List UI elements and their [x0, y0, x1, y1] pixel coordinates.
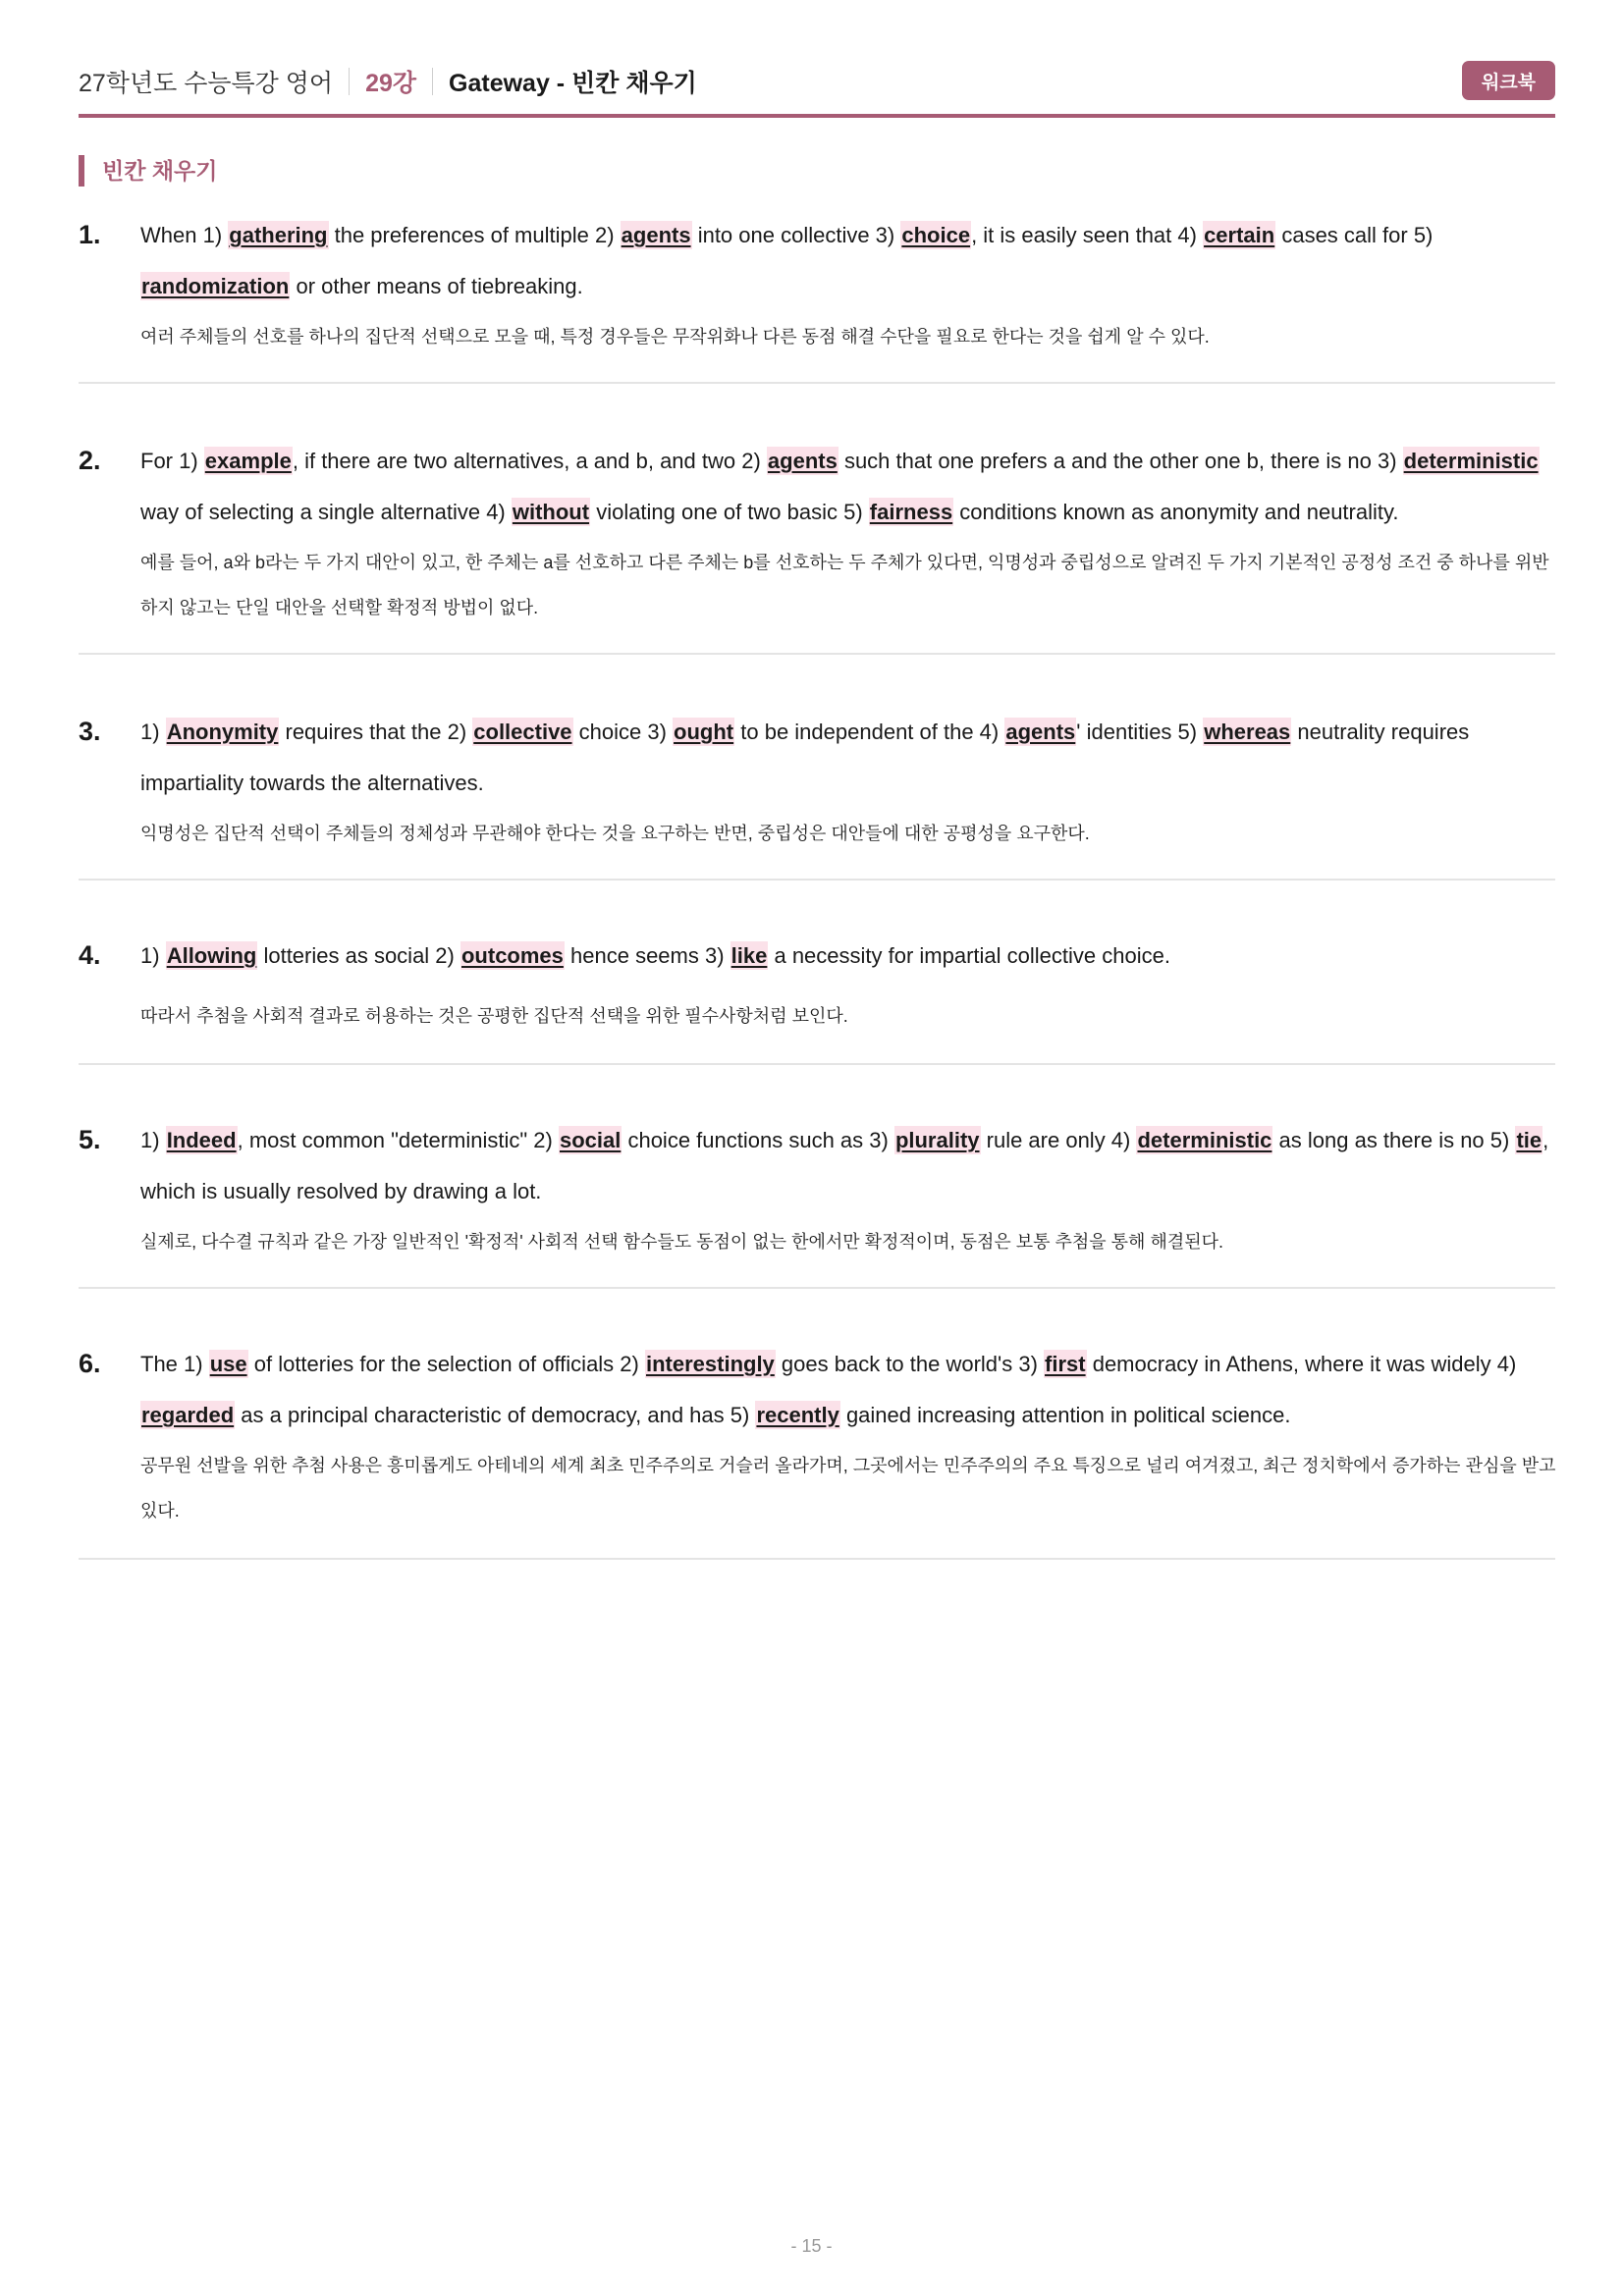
- item-number: 1.: [79, 220, 101, 249]
- sentence-text: conditions known as anonymity and neutrality.: [953, 500, 1399, 524]
- lesson-title: Gateway - 빈칸 채우기: [449, 70, 697, 97]
- answer-blank: randomization: [141, 274, 290, 298]
- exercise-item: [79, 210, 1555, 384]
- sentence-text: cases call for 5): [1275, 223, 1434, 247]
- book-title: 27학년도 수능특강 영어: [79, 70, 334, 97]
- exercise-item: [79, 436, 1555, 655]
- answer-blank: agents: [767, 449, 838, 473]
- sentence-text: For 1): [140, 449, 204, 473]
- sentence-text: requires that the 2): [279, 720, 473, 744]
- sentence-text: democracy in Athens, where it was widely 4): [1086, 1352, 1517, 1376]
- english-sentence: [140, 436, 1559, 538]
- english-sentence: [140, 1115, 1559, 1217]
- answer-blank: Anonymity: [166, 720, 279, 744]
- header-breadcrumb: [79, 64, 697, 99]
- sentence-text: violating one of two basic 5): [590, 500, 869, 524]
- english-sentence: [140, 210, 1559, 312]
- sentence-text: as long as there is no 5): [1272, 1128, 1516, 1152]
- exercise-item: [79, 1339, 1555, 1560]
- header-divider: [432, 68, 433, 95]
- sentence-text: goes back to the world's 3): [775, 1352, 1045, 1376]
- sentence-text: lotteries as social 2): [257, 943, 460, 968]
- answer-blank: first: [1045, 1352, 1086, 1376]
- answer-blank: choice: [901, 223, 971, 247]
- exercise-item: [79, 931, 1555, 1065]
- sentence-text: gained increasing attention in political science.: [839, 1403, 1291, 1427]
- sentence-text: , most common "deterministic" 2): [237, 1128, 559, 1152]
- answer-blank: Indeed: [166, 1128, 237, 1152]
- korean-translation: 실제로, 다수결 규칙과 같은 가장 일반적인 '확정적' 사회적 선택 함수들도 동점이 없는 한에서만 확정적이며, 동점은 보통 추첨을 통해 해결된다.: [140, 1232, 1224, 1252]
- answer-blank: whereas: [1204, 720, 1291, 744]
- sentence-text: The 1): [140, 1352, 209, 1376]
- sentence-text: as a principal characteristic of democracy, and has 5): [235, 1403, 756, 1427]
- sentence-text: to be independent of the 4): [734, 720, 1005, 744]
- korean-translation: 익명성은 집단적 선택이 주체들의 정체성과 무관해야 한다는 것을 요구하는 반면, 중립성은 대안들에 대한 공평성을 요구한다.: [140, 824, 1090, 843]
- sentence-text: 1): [140, 1128, 166, 1152]
- answer-blank: without: [512, 500, 590, 524]
- sentence-text: , it is easily seen that 4): [971, 223, 1204, 247]
- header-divider: [349, 68, 350, 95]
- korean-translation: 예를 들어, a와 b라는 두 가지 대안이 있고, 한 주체는 a를 선호하고 다른 주체는 b를 선호하는 두 주체가 있다면, 익명성과 중립성으로 알려진 두 가지 기본적인 공정성 조건 중 하나를 위반하지 않고는 단일 대안을 선택할 확정적 방법이 없다.: [140, 553, 1549, 617]
- sentence-text: ' identities 5): [1076, 720, 1204, 744]
- answer-blank: certain: [1204, 223, 1275, 247]
- answer-blank: collective: [473, 720, 572, 744]
- english-sentence: [140, 1339, 1559, 1441]
- sentence-text: 1): [140, 943, 166, 968]
- section-title: 빈칸 채우기: [79, 155, 217, 187]
- sentence-text: of lotteries for the selection of officials 2): [247, 1352, 645, 1376]
- answer-blank: outcomes: [460, 943, 564, 968]
- item-number: 6.: [79, 1349, 101, 1378]
- answer-blank: agents: [621, 223, 691, 247]
- sentence-text: neutrality requires impartiality towards the alternatives.: [140, 720, 1470, 795]
- workbook-badge: 워크북: [1462, 61, 1555, 100]
- sentence-text: way of selecting a single alternative 4): [140, 500, 512, 524]
- korean-translation: 공무원 선발을 위한 추첨 사용은 흥미롭게도 아테네의 세계 최초 민주주의로 거슬러 올라가며, 그곳에서는 민주주의의 주요 특징으로 널리 여겨졌고, 최근 정치학에서 증가하는 관심을 받고 있다.: [140, 1456, 1556, 1521]
- answer-blank: ought: [674, 720, 734, 744]
- sentence-text: such that one prefers a and the other one b, there is no 3): [838, 449, 1403, 473]
- answer-blank: social: [559, 1128, 622, 1152]
- sentence-text: a necessity for impartial collective choice.: [768, 943, 1170, 968]
- sentence-text: into one collective 3): [691, 223, 901, 247]
- answer-blank: like: [730, 943, 768, 968]
- answer-blank: fairness: [869, 500, 953, 524]
- answer-blank: Allowing: [166, 943, 257, 968]
- answer-blank: interestingly: [645, 1352, 775, 1376]
- answer-blank: deterministic: [1403, 449, 1539, 473]
- answer-blank: deterministic: [1137, 1128, 1272, 1152]
- item-number: 4.: [79, 940, 101, 970]
- item-number: 2.: [79, 446, 101, 475]
- answer-blank: use: [209, 1352, 247, 1376]
- lesson-number: 29강: [365, 70, 417, 97]
- answer-blank: agents: [1005, 720, 1076, 744]
- english-sentence: [140, 707, 1559, 809]
- answer-blank: example: [204, 449, 292, 473]
- sentence-text: , if there are two alternatives, a and b, and two 2): [292, 449, 767, 473]
- exercise-item: [79, 1115, 1555, 1289]
- answer-blank: regarded: [141, 1403, 235, 1427]
- answer-blank: recently: [756, 1403, 839, 1427]
- item-number: 5.: [79, 1125, 101, 1154]
- page-header: [79, 61, 1555, 118]
- korean-translation: 여러 주체들의 선호를 하나의 집단적 선택으로 모을 때, 특정 경우들은 무작위화나 다른 동점 해결 수단을 필요로 한다는 것을 쉽게 알 수 있다.: [140, 327, 1210, 347]
- sentence-text: the preferences of multiple 2): [328, 223, 621, 247]
- answer-blank: gathering: [229, 223, 328, 247]
- sentence-text: or other means of tiebreaking.: [290, 274, 583, 298]
- sentence-text: choice functions such as 3): [622, 1128, 894, 1152]
- sentence-text: 1): [140, 720, 166, 744]
- sentence-text: When 1): [140, 223, 229, 247]
- sentence-text: hence seems 3): [564, 943, 730, 968]
- answer-blank: tie: [1516, 1128, 1542, 1152]
- english-sentence: [140, 931, 1559, 982]
- page-number: - 15 -: [790, 2236, 833, 2256]
- sentence-text: choice 3): [572, 720, 674, 744]
- answer-blank: plurality: [894, 1128, 980, 1152]
- exercise-item: [79, 707, 1555, 881]
- item-number: 3.: [79, 717, 101, 746]
- korean-translation: 따라서 추첨을 사회적 결과로 허용하는 것은 공평한 집단적 선택을 위한 필수사항처럼 보인다.: [140, 1006, 848, 1026]
- sentence-text: , which is usually resolved by drawing a lot.: [140, 1128, 1549, 1203]
- sentence-text: rule are only 4): [980, 1128, 1137, 1152]
